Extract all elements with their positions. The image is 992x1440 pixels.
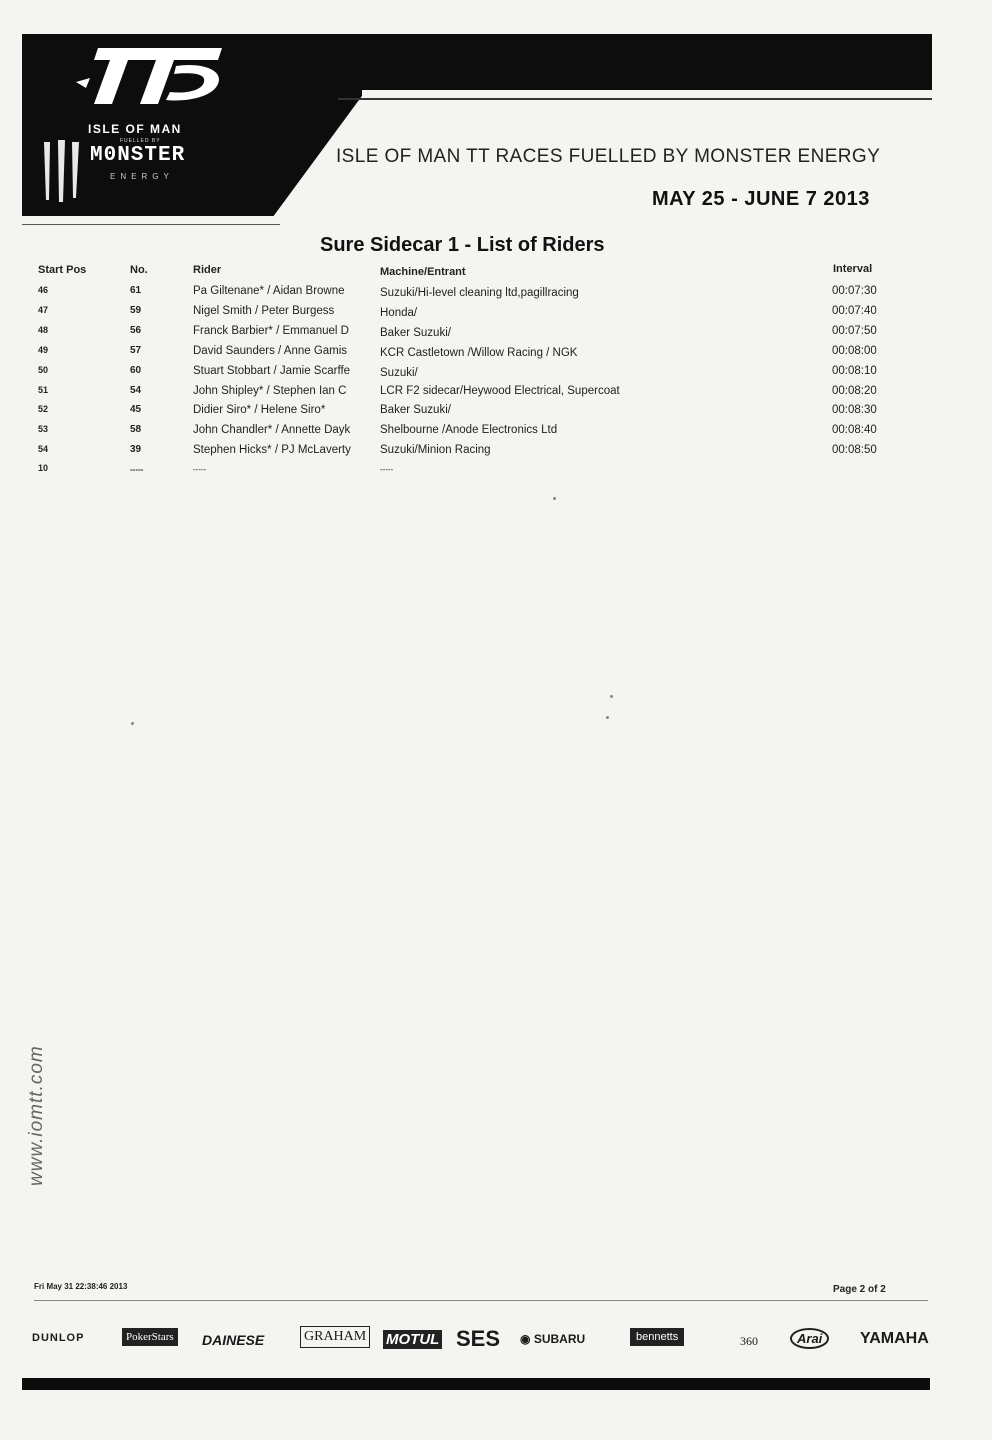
sponsor-subaru-text: SUBARU [533,1332,586,1346]
cell-rider: David Saunders / Anne Gamis [193,345,348,357]
table-row [0,404,992,424]
cell-number: 60 [130,365,142,376]
cell-number: 57 [130,345,142,356]
cell-number: 58 [130,424,142,435]
print-date: Fri May 31 22:38:46 2013 [34,1282,128,1291]
cell-interval: 00:08:20 [832,385,877,397]
logo-monster: M0NSTER [90,144,186,167]
cell-start-pos: 48 [38,325,49,335]
website-text: www.iomtt.com [26,1045,47,1186]
cell-start-pos: 53 [38,424,49,434]
sponsor-logo: bennetts [630,1328,684,1346]
scan-speck [610,695,613,698]
page-number: Page 2 of 2 [833,1284,886,1295]
header-rule [338,98,932,100]
cell-machine: Shelbourne /Anode Electronics Ltd [380,424,558,436]
cell-rider: Nigel Smith / Peter Burgess [193,305,335,317]
scan-speck [553,497,556,500]
table-row [0,385,992,405]
cell-machine: Suzuki/Minion Racing [380,444,491,456]
table-row [0,444,992,464]
sponsor-logo: SES [456,1326,501,1351]
sponsor-logo: Arai [790,1328,829,1349]
sponsor-logo: YAMAHA [860,1330,929,1347]
sponsor-logo: DUNLOP [32,1332,85,1344]
cell-rider: Stephen Hicks* / PJ McLaverty [193,444,351,456]
logo-isle-of-man: ISLE OF MAN [88,122,182,136]
cell-number: 39 [130,444,142,455]
cell-rider: Stuart Stobbart / Jamie Scarffe [193,365,351,377]
cell-machine: ----- [380,465,394,474]
page-title: Sure Sidecar 1 - List of Riders [320,234,605,256]
column-header-rider: Rider [193,264,222,276]
event-title: ISLE OF MAN TT RACES FUELLED BY MONSTER ENERGY [336,146,881,167]
sponsor-logo: 360 [740,1334,758,1348]
table-row [0,325,992,345]
cell-number: ----- [130,465,144,474]
cell-rider: Pa Giltenane* / Aidan Browne [193,285,345,297]
cell-start-pos: 51 [38,385,49,395]
monster-claw-icon [40,138,84,204]
cell-start-pos: 52 [38,404,49,414]
column-header-start-pos: Start Pos [38,264,87,276]
cell-number: 54 [130,385,142,396]
cell-interval: 00:07:50 [832,325,877,337]
cell-number: 56 [130,325,142,336]
tt-logo-icon [72,42,232,112]
cell-interval: 00:08:10 [832,365,877,377]
cell-start-pos: 49 [38,345,49,355]
cell-interval: 00:08:40 [832,424,877,436]
cell-machine: Baker Suzuki/ [380,327,451,339]
cell-rider: John Shipley* / Stephen Ian C [193,385,347,397]
cell-interval: 00:08:30 [832,404,877,416]
cell-interval: 00:08:50 [832,444,877,456]
cell-start-pos: 10 [38,463,49,473]
cell-interval: 00:07:40 [832,305,877,317]
cell-start-pos: 47 [38,305,49,315]
sponsor-logo: MOTUL [383,1330,442,1349]
cell-start-pos: 50 [38,365,49,375]
cell-machine: Suzuki/ [380,367,418,379]
column-header-interval: Interval [833,263,873,275]
table-row [0,365,992,385]
footer-black-bar [22,1378,930,1390]
cell-start-pos: 46 [38,285,49,295]
sponsor-logo: PokerStars [122,1328,178,1346]
cell-machine: LCR F2 sidecar/Heywood Electrical, Supercoat [380,385,620,397]
cell-rider: Franck Barbier* / Emmanuel D [193,325,349,337]
cell-machine: Honda/ [380,307,418,319]
footer-rule [34,1300,928,1301]
logo-energy: ENERGY [110,172,174,181]
table-row [0,345,992,365]
sponsor-logo: DAINESE [202,1332,265,1348]
logo-fuelled-by: FUELLED BY [120,138,161,144]
sponsor-logo: GRAHAM [300,1326,370,1348]
cell-rider: John Chandler* / Annette Dayk [193,424,351,436]
header-bottom-rule [22,224,280,225]
table-row [0,463,992,483]
column-header-machine: Machine/Entrant [380,266,466,278]
cell-machine: KCR Castletown /Willow Racing / NGK [380,347,578,359]
table-row [0,305,992,325]
cell-number: 61 [130,285,142,296]
cell-rider: ----- [193,465,207,474]
table-row [0,285,992,305]
cell-number: 45 [130,404,142,415]
column-header-number: No. [130,264,148,276]
cell-interval: 00:08:00 [832,345,877,357]
cell-machine: Baker Suzuki/ [380,404,451,416]
scan-speck [606,716,609,719]
sponsor-strip [30,1326,932,1362]
table-row [0,424,992,444]
cell-rider: Didier Siro* / Helene Siro* [193,404,326,416]
cell-start-pos: 54 [38,444,49,454]
cell-number: 59 [130,305,142,316]
scan-speck [131,722,134,725]
sponsor-logo: ◉ SUBARU [520,1332,586,1346]
cell-interval: 00:07:30 [832,285,877,297]
cell-machine: Suzuki/Hi-level cleaning ltd,pagillracing [380,287,579,299]
event-dates: MAY 25 - JUNE 7 2013 [652,188,870,210]
